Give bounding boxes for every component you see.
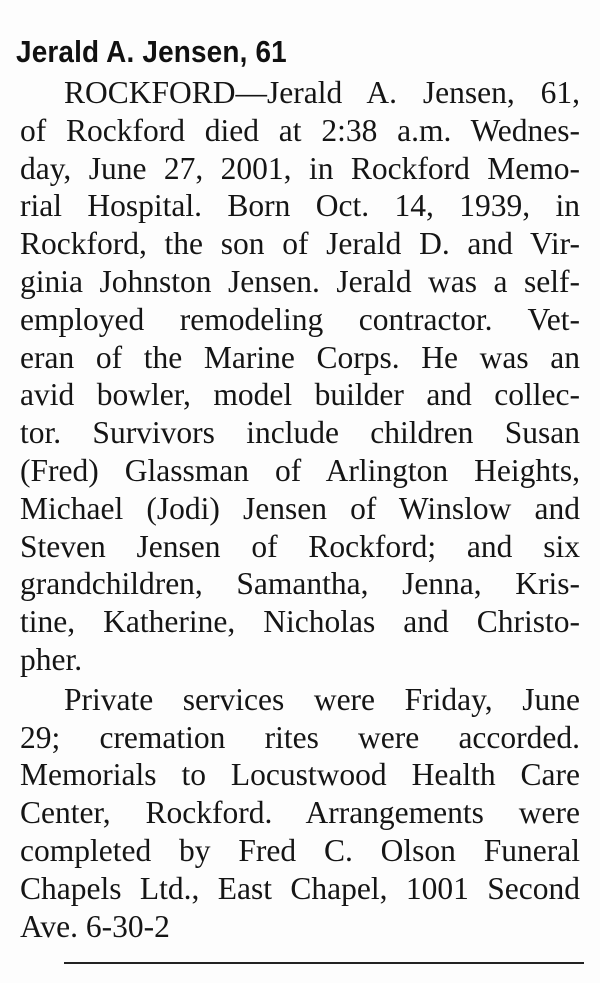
text-line: Chapels Ltd., East Chapel, 1001 Second	[20, 870, 580, 906]
text-line: ROCKFORD—Jerald A. Jensen, 61,	[64, 75, 580, 110]
text-line: tor. Survivors include children Susan	[20, 415, 580, 451]
obituary-headline: Jerald A. Jensen, 61	[16, 34, 287, 69]
text-line: Rockford, the son of Jerald D. and Vir-	[20, 226, 580, 262]
text-line: ginia Johnston Jensen. Jerald was a self-	[20, 263, 580, 299]
text-line: Michael (Jodi) Jensen of Winslow and	[20, 490, 580, 526]
bottom-divider	[64, 962, 584, 964]
text-line: avid bowler, model builder and collec-	[20, 377, 580, 413]
text-line: day, June 27, 2001, in Rockford Memo-	[20, 150, 580, 186]
text-line: Steven Jensen of Rockford; and six	[20, 528, 580, 564]
text-line: of Rockford died at 2:38 a.m. Wednes-	[20, 112, 580, 148]
text-line: Memorials to Locustwood Health Care	[20, 757, 580, 793]
text-line: 29; cremation rites were accorded.	[20, 719, 580, 755]
text-line: eran of the Marine Corps. He was an	[20, 339, 580, 375]
text-line: employed remodeling contractor. Vet-	[20, 301, 580, 337]
text-line: tine, Katherine, Nicholas and Christo-	[20, 604, 580, 640]
text-line: (Fred) Glassman of Arlington Heights,	[20, 452, 580, 488]
text-line: Private services were Friday, June	[64, 681, 580, 717]
paragraph-2	[20, 681, 580, 946]
text-line: completed by Fred C. Olson Funeral	[20, 832, 580, 868]
obituary-body	[20, 74, 580, 945]
text-line: rial Hospital. Born Oct. 14, 1939, in	[20, 188, 580, 224]
text-line: grandchildren, Samantha, Jenna, Kris-	[20, 566, 580, 602]
paragraph-1	[20, 74, 580, 679]
text-line: Center, Rockford. Arrangements were	[20, 795, 580, 831]
text-line: pher.	[20, 641, 83, 677]
text-line: Ave. 6-30-2	[20, 908, 170, 944]
